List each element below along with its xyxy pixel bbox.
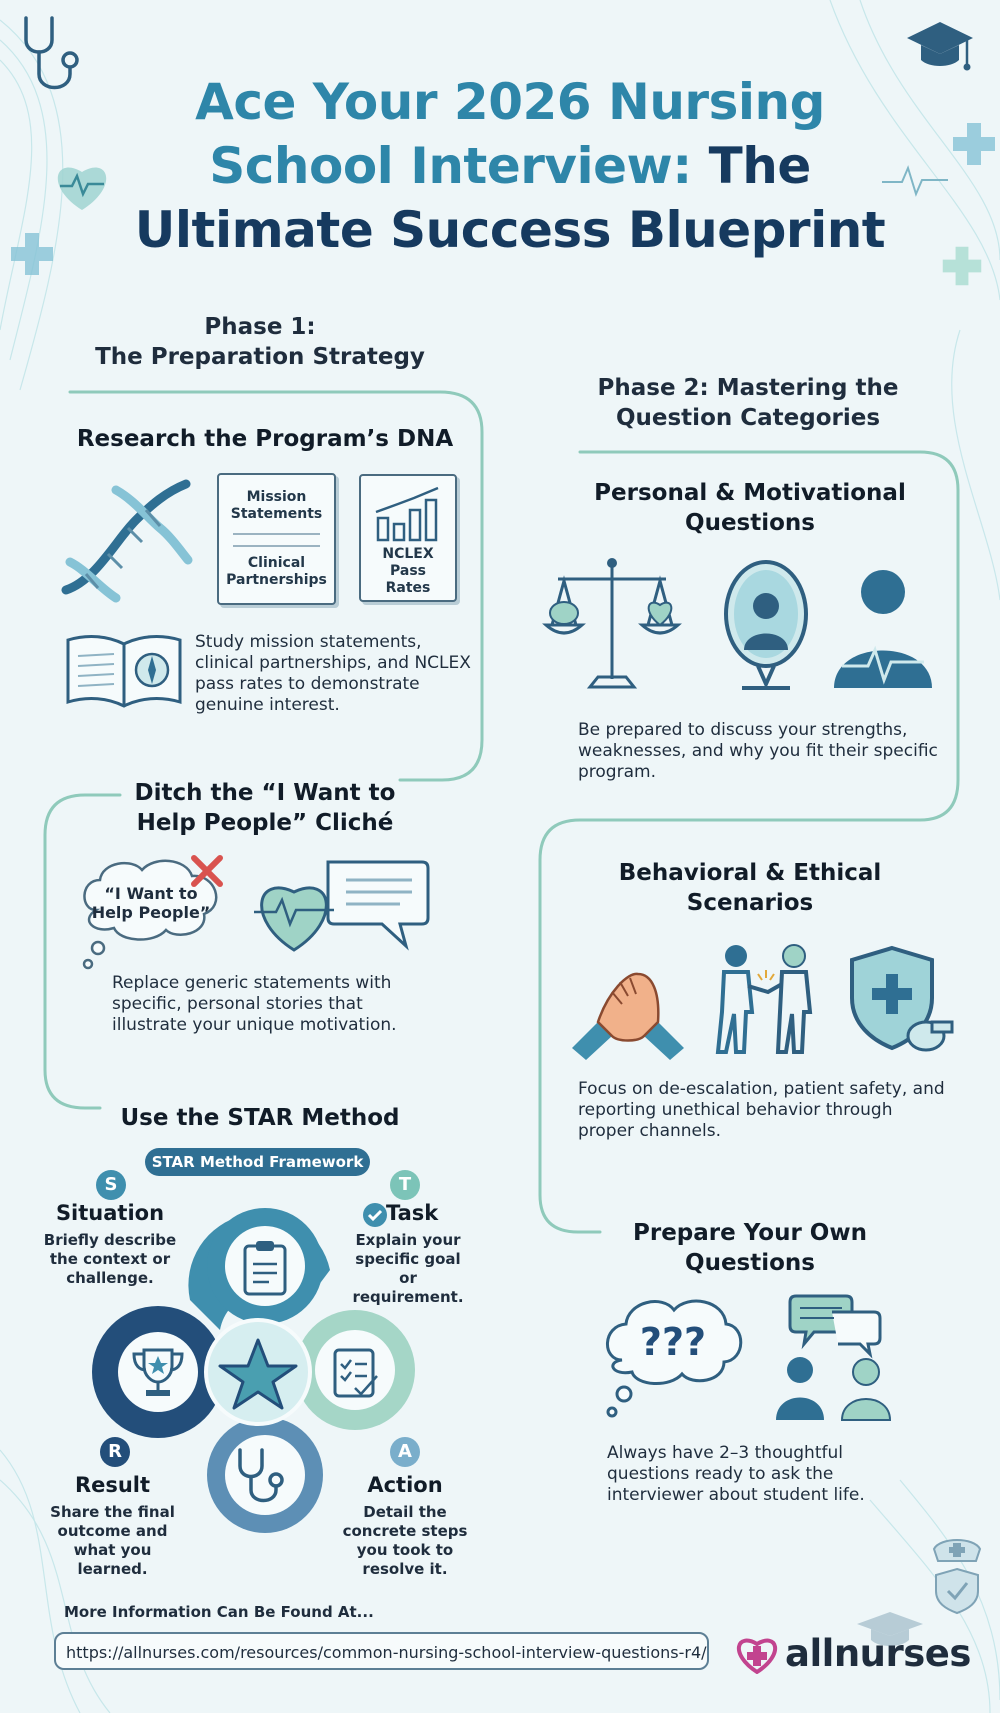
handshake-icon xyxy=(568,952,688,1062)
person-pulse-icon xyxy=(828,562,938,692)
behavioral-title-line-1: Behavioral & Ethical xyxy=(618,860,882,886)
research-title: Research the Program’s DNA xyxy=(76,426,454,452)
checklist-icon xyxy=(325,1342,385,1402)
cliche-title xyxy=(100,778,430,838)
title-line-2-dark: The xyxy=(691,137,811,195)
personal-title xyxy=(570,478,930,538)
behavioral-title xyxy=(570,858,930,918)
check-circle-icon xyxy=(362,1202,388,1228)
phase-2-line-2: Question Categories xyxy=(615,405,881,431)
mission-statements-card xyxy=(217,473,336,605)
own-questions-title xyxy=(580,1218,920,1278)
cliche-bubble-line-2: Help People” xyxy=(91,903,211,922)
clipboard-icon xyxy=(235,1238,295,1298)
people-helping-icon xyxy=(706,940,826,1058)
star-icon xyxy=(216,1336,300,1412)
personal-text: Be prepared to discuss your strengths, weaknesses, and why you fit their specific program. xyxy=(578,720,938,782)
star-result-desc: Share the final outcome and what you learned. xyxy=(50,1503,175,1578)
card-mission-text: Mission Statements xyxy=(230,489,323,522)
shield-whistle-icon xyxy=(846,944,954,1060)
star-result-title: Result xyxy=(74,1473,151,1497)
heart-chat-icon xyxy=(250,856,430,956)
allnurses-logo-icon xyxy=(735,1634,779,1674)
own-questions-title-line-1: Prepare Your Own xyxy=(633,1220,867,1246)
phase-1-line-1: Phase 1: xyxy=(204,314,316,340)
cliche-title-line-1: Ditch the “I Want to xyxy=(134,780,396,806)
footer-label: More Information Can Be Found At... xyxy=(64,1603,374,1621)
title-line-3: Ultimate Success Blueprint xyxy=(134,201,886,259)
book-compass-icon xyxy=(64,628,184,712)
question-marks: ??? xyxy=(639,1320,707,1364)
bar-chart-icon xyxy=(368,484,448,546)
title-line-2 xyxy=(60,134,960,198)
cliche-bubble-line-1: “I Want to xyxy=(104,884,198,903)
star-framework-pill: STAR Method Framework xyxy=(145,1148,370,1176)
star-action-title: Action xyxy=(367,1473,443,1497)
star-t-badge: T xyxy=(390,1170,420,1200)
star-task-title: Task xyxy=(386,1201,439,1225)
page-title xyxy=(60,70,960,262)
star-situation-desc: Briefly describe the context or challenge. xyxy=(43,1231,177,1287)
star-a-badge: A xyxy=(390,1437,420,1467)
card-clinical-text: Clinical Partnerships xyxy=(226,555,327,588)
stethoscope-icon xyxy=(228,1444,292,1508)
own-questions-text: Always have 2–3 thoughtful questions ready to ask the interviewer about student life. xyxy=(607,1443,865,1505)
dna-icon xyxy=(56,470,196,610)
nclex-card xyxy=(359,474,457,602)
own-questions-title-line-2: Questions xyxy=(685,1250,815,1276)
personal-title-line-1: Personal & Motivational xyxy=(594,480,906,506)
personal-title-line-2: Questions xyxy=(685,510,815,536)
behavioral-text: Focus on de-escalation, patient safety, and reporting unethical behavior through proper channels. xyxy=(578,1079,945,1141)
title-line-1: Ace Your 2026 Nursing xyxy=(195,73,825,131)
allnurses-brand: allnurses xyxy=(785,1632,971,1675)
nurse-hat-icon xyxy=(930,1535,984,1615)
phase-1-heading xyxy=(60,312,460,372)
phase-2-heading xyxy=(548,373,948,433)
title-line-2-highlight: School Interview: xyxy=(209,137,692,195)
star-r-badge: R xyxy=(100,1437,130,1467)
trophy-icon xyxy=(128,1342,188,1402)
star-title: Use the STAR Method xyxy=(120,1105,400,1131)
cliche-title-line-2: Help People” Cliché xyxy=(136,810,394,836)
star-situation-title: Situation xyxy=(55,1201,165,1225)
scales-icon xyxy=(542,555,682,695)
research-text: Study mission statements, clinical partnerships, and NCLEX pass rates to demonstrate genuine interest. xyxy=(195,632,471,715)
cliche-text: Replace generic statements with specific, personal stories that illustrate your unique motivation. xyxy=(112,973,397,1035)
x-mark-icon xyxy=(188,852,226,890)
people-chat-icon xyxy=(770,1290,900,1422)
phase-2-line-1: Phase 2: Mastering the xyxy=(597,375,899,401)
mirror-icon xyxy=(718,558,814,696)
phase-1-line-2: The Preparation Strategy xyxy=(95,344,425,370)
card-nclex-text: NCLEX Pass Rates xyxy=(382,546,434,596)
star-task-desc: Explain your specific goal or requirement. xyxy=(352,1231,464,1306)
star-action-desc: Detail the concrete steps you took to resolve it. xyxy=(342,1503,468,1578)
behavioral-title-line-2: Scenarios xyxy=(686,890,814,916)
footer-url-link[interactable]: https://allnurses.com/resources/common-nursing-school-interview-questions-r4/ xyxy=(54,1632,709,1670)
star-s-badge: S xyxy=(96,1170,126,1200)
